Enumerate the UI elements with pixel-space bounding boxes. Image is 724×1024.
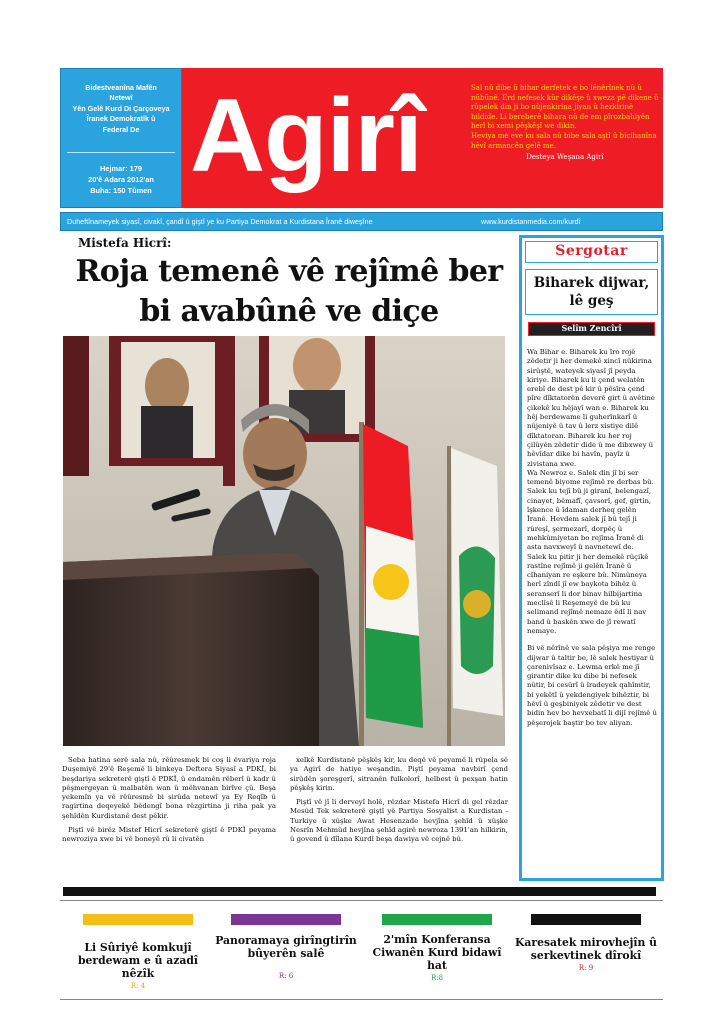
editorial-body (527, 348, 657, 736)
editorial-paragraph: Bi vê nêrînê ve sala pêşiya me renge dijwar û taltir be, lê salek hestiyar û çarenivîsaz e. Lewma erkê me jî girantir dike ku dibe bi nefesek nûtir, bi cesûrî û îradeyek qahîmtir, bi yekêtî û yekdengiyek bihêztir, bi hêvî û geşbiniyek zêdetir ve dest bidin hev bo hevxebatî li dijî rejîmê û pêşerojek baştir bo tev aliyan. (527, 644, 657, 727)
teaser-item[interactable] (366, 914, 508, 983)
teaser-item[interactable] (67, 914, 209, 991)
issue-date: 20'ê Adara 2012'an (88, 175, 154, 184)
masthead-quote-text: Sal nû dibe û bihar derfetek e bo lênêrînek nû û nûbûnê. Erd nefesek kûr dikêşe û xweza pê dikene û rûpelek din ji bo nûjenkirina jiyan û hezkirinê hildide. Li bereberê bihara nû de em pîrozbahiyên herî bi xemi pêşkêşî we dikin. Heviya me eve ku sala nû bibe sala aştî û bicihanîna hêvî armancên gelê me. (471, 84, 659, 150)
article-photo (63, 336, 505, 746)
teaser-page-ref: R: 9 (578, 964, 594, 972)
teaser-title: Panoramaya girîngtirîn bûyerên salê (215, 934, 357, 960)
teaser-color-bar (382, 914, 492, 925)
newspaper-logo: Agirî (190, 78, 422, 194)
article-paragraph: xelkê Kurdistanê pêşkêş kir, ku deqê vê peyamê li rûpela sê ya Agirî de hatiye weşandin. Piştî peyama navbirî çend sirûdên şoreşgerî, sitranên fulkolorî, helbest û pexşan hatin pêşkêş kirin. (290, 756, 508, 792)
teaser-page-ref: R: 6 (278, 972, 294, 980)
masthead-newyear-message (471, 84, 659, 163)
teaser-title: 2'mîn Konferansa Ciwanên Kurd bidawî hat (372, 933, 502, 972)
footer-rule-top (60, 900, 663, 901)
teaser-title: Li Sûriyê komkujî berdewam e û azadî nêzîk (77, 941, 198, 980)
editorial-header: Sergotar (525, 241, 658, 263)
teaser-color-bar (83, 914, 193, 925)
editorial-paragraph: Wa Bihar e. Biharek ku îro rojê zêdetir ji her demekê xincî nûkirina sirûştê, wateyek siyasî jî peyda kiriye. Biharek ku li çend welatên erebî de dest pê kir û pêsîra çend pîre dîktatorên deverê girt û avêtine çikekê ku hêjayî wan e. Biharek ku hêj berdewame li guherînkarî û nûjeniyê û tav û lerz xistiye dilê dîktatoran. Biharek ku her roj çilûyên zêdetir dide û me dibxwey û hêvîdar dike bi havîn, payîz û zivistana xwe. Wa Newroz e. Salek din jî bi ser temenê biyome rejîmê re derbas bû. Salek ku tejî bû ji giranî, belengazî, cinayet, bêmafî, çavsorî, gef, girtin, îşkence û îdaman derheq gelên Îranê. Hevdem salek jî bû tejî ji rûreşî, şermezarî, dorpêç û mehkûmiyetan bo rejîma Îranê di asta navxweyî û navnetewî de. Salek ku pitir ji her demekê rûçikê rastîne rejîmê ji gelên Îranê û cîhaniyan re eşkere bû. Nimûneya herî zîndî jî ew baykota bihêz û seranserî li dor binav hilbijartina meclîsê li Reşemeyê de bû ku selimand rejîmê nemaze êdî li nav band û baskên xwe de jî rewatî nemaye. (527, 348, 655, 635)
issue-price: Buha: 150 Tûmen (90, 186, 152, 195)
editorial-sidebar (519, 235, 664, 881)
speaker-at-podium-image (63, 336, 505, 746)
issue-info (61, 163, 181, 196)
article-column-2 (290, 756, 508, 850)
article-paragraph: Piştî vê birêz Mistef Hicrî sekreterê giştî ê PDKÎ peyama newroziya xwe bi vê boneyê rû li civatên (62, 826, 276, 844)
slogan-text: Duheftînameyek siyasî, civakî, çandî û giştî ye ku Partiya Demokrat a Kurdistana Îranê diweşîne (67, 217, 373, 226)
footer-divider-bar (63, 887, 656, 896)
website-link[interactable]: www.kurdistanmedia.com/kurdî (481, 217, 581, 226)
teaser-title: Karesatek mirovhejîn û serkevtinek dîrokî (515, 936, 657, 962)
article-author: Mistefa Hicrî: (78, 236, 172, 250)
teaser-item[interactable] (515, 914, 657, 973)
footer-rule-bottom (60, 999, 663, 1000)
teaser-color-bar (531, 914, 641, 925)
article-paragraph: Seba hatina serê sala nû, rêûresmek bi coş li êvariya roja Duşemiyê 29'ê Reşemê li binkeya Deftera Siyasî a PDKÎ, bi beşdariya sekreterê giştî ê PDKÎ, û endamên rêberî û kadr û pêşmergeyan û malbatên wan û mêhvanan birîve çû. Beşa yekemîn ya vê rêûresmê bi sirûda netewî ya Ey Reqîb û ragirtina deqeyekê bêdengî bona rêzgirtina ji riha pak ya şehîdên Kurdistanê dest pêkir. (62, 756, 276, 820)
article-paragraph: Piştî vê jî li derveyî holê, rêzdar Mistefa Hicrî di gel rêzdar Mesûd Tek sekreterê giştî yê Partiya Sosyalist a Kurdistan - Turkiye û xûşke Awat Hesenzade hevjîna şehîd û xûşke Nesrîn Mehmûd hevjîna şehîd agirê newroza 1391'an hilkirin, û govend û dîlana Kurdî beşa dawiya vê cejnê bû. (290, 798, 508, 844)
editorial-title (525, 269, 658, 315)
teaser-item[interactable] (215, 914, 357, 981)
article-column-1 (62, 756, 276, 850)
article-headline (62, 252, 516, 332)
teaser-page-ref: R: 4 (130, 982, 146, 990)
editorial-title-line-2: lê geş (569, 293, 614, 309)
masthead-info-box (60, 68, 182, 208)
headline-line-2: bi avabûnê ve diçe (139, 294, 439, 329)
masthead-divider (67, 152, 175, 153)
masthead-quote-signature: Desteya Weşana Agirî (526, 153, 604, 162)
teaser-page-ref: R:8 (430, 974, 444, 982)
editorial-title-line-1: Biharek dijwar, (533, 275, 650, 291)
headline-line-1: Roja temenê vê rejîmê ber (75, 254, 503, 289)
issue-number: Hejmar: 179 (100, 164, 142, 173)
slogan-bar (60, 212, 663, 231)
masthead-tagline: Bidestveanîna Mafên Netewî Yên Gelê Kurd Di Çarçoveya Îranek Demokratîk û Federal De (72, 83, 170, 134)
teaser-color-bar (231, 914, 341, 925)
editorial-author: Selîm Zencîrî (528, 322, 655, 336)
